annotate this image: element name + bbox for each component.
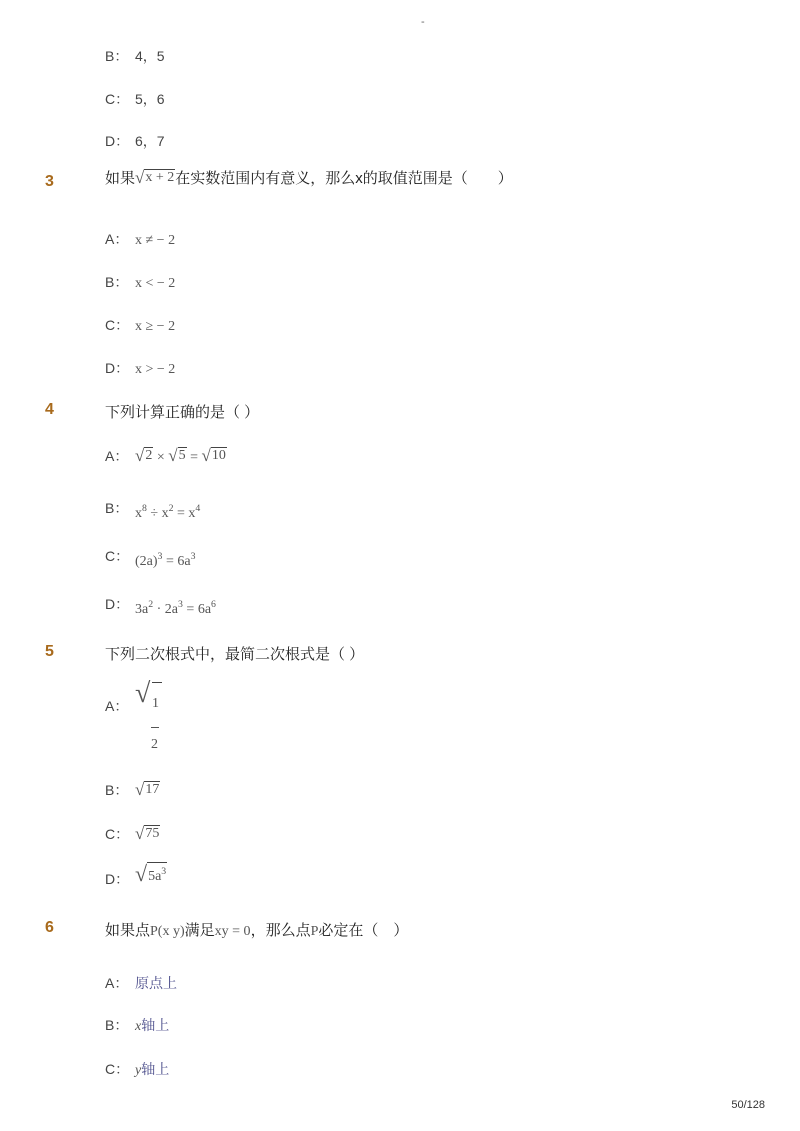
radicand: 2 [145, 447, 153, 463]
option-text: 5，6 [135, 91, 165, 107]
sqrt-fraction [135, 678, 159, 752]
fraction-denominator: 2 [151, 737, 158, 752]
exponent: 2 [168, 503, 174, 515]
radicand [147, 862, 167, 885]
condition-expression: xy = 0 [214, 924, 251, 939]
question-number: 5 [45, 643, 54, 660]
exponent: 4 [195, 503, 201, 515]
exponent: 3 [190, 551, 196, 563]
question-number: 6 [45, 919, 54, 936]
q5-option-d[interactable] [105, 862, 167, 885]
q2-option-c[interactable] [105, 89, 165, 109]
option-label: A： [105, 448, 129, 464]
q3-option-a[interactable] [105, 229, 175, 249]
term: = 6a [182, 602, 212, 617]
option-label: D： [105, 360, 130, 376]
radical-sign-icon: √ [135, 168, 145, 187]
option-math: x > − 2 [135, 362, 176, 377]
q6-mid2: ，那么点 [250, 922, 311, 939]
q4-option-d[interactable] [105, 594, 216, 617]
q6-suffix: 必定在（ ） [318, 922, 409, 939]
option-math [135, 551, 196, 569]
radicand: 5 [178, 447, 186, 463]
option-label: D： [105, 133, 130, 149]
q3-suffix: 在实数范围内有意义，那么x的取值范围是（ ） [175, 170, 513, 187]
option-label: D： [105, 871, 130, 887]
radical-bar [152, 682, 162, 683]
operator: ÷ [146, 506, 162, 521]
radicand: 10 [211, 447, 226, 463]
option-label: C： [105, 1061, 130, 1077]
base: x [135, 506, 142, 521]
radicand: x + 2 [145, 169, 175, 185]
question-3-text [105, 167, 513, 188]
q3-prefix: 如果 [105, 170, 136, 187]
axis-variable: y [135, 1063, 142, 1078]
q4-option-c[interactable] [105, 546, 196, 569]
axis-variable: x [135, 1019, 142, 1034]
exponent: 6 [211, 599, 216, 611]
option-label: B： [105, 782, 129, 798]
option-label: C： [105, 91, 130, 107]
page-number: 50/128 [731, 1099, 765, 1111]
option-math [135, 781, 160, 798]
radical-sign-icon: √ [135, 861, 148, 887]
question-number: 3 [45, 173, 54, 190]
option-math [135, 599, 216, 617]
question-5-text: 下列二次根式中，最简二次根式是（ ） [105, 646, 365, 663]
sqrt-expression [135, 169, 175, 186]
option-text: 轴上 [141, 1061, 170, 1077]
radicand-base: 5a [148, 869, 162, 884]
option-math [135, 825, 160, 842]
header-mark: - [421, 16, 425, 28]
radical-sign-icon: √ [135, 446, 145, 465]
point-name: P [310, 924, 319, 939]
option-label: D： [105, 596, 130, 612]
option-text: 原点上 [135, 975, 177, 991]
option-text: 4，5 [135, 48, 165, 64]
q2-option-b[interactable] [105, 46, 165, 66]
option-label: C： [105, 826, 130, 842]
option-math [135, 503, 201, 521]
option-label: B： [105, 1017, 129, 1033]
q6-option-a[interactable] [105, 973, 177, 993]
base: x [161, 506, 169, 521]
expression: = 6a [162, 554, 191, 569]
q2-option-d[interactable] [105, 131, 165, 151]
q5-option-c[interactable] [105, 824, 160, 844]
radical-sign-icon: √ [135, 678, 151, 709]
radicand: 75 [145, 825, 160, 841]
question-4-text: 下列计算正确的是（ ） [105, 404, 260, 421]
option-label: A： [105, 698, 129, 714]
q3-option-c[interactable] [105, 315, 175, 335]
fraction-numerator: 1 [152, 696, 159, 711]
exponent: 2 [148, 599, 154, 611]
option-math: x ≥ − 2 [135, 319, 176, 334]
times-sign: × [153, 450, 169, 465]
base: x [188, 506, 196, 521]
equals-sign: = [173, 506, 189, 521]
q6-option-b[interactable] [105, 1015, 169, 1035]
question-number: 4 [45, 401, 54, 418]
question-6-text [105, 919, 408, 940]
option-label: B： [105, 500, 129, 516]
option-math [135, 446, 227, 465]
option-math: x ≠ − 2 [135, 233, 176, 248]
q3-option-d[interactable] [105, 358, 175, 378]
option-math [135, 862, 167, 885]
option-math: x < − 2 [135, 276, 176, 291]
option-label: C： [105, 548, 130, 564]
option-label: A： [105, 231, 129, 247]
q6-prefix: 如果点 [105, 922, 151, 939]
equals-sign: = [186, 450, 202, 465]
exponent: 8 [142, 503, 147, 515]
term: 3a [135, 602, 149, 617]
q3-option-b[interactable] [105, 272, 175, 292]
option-label: B： [105, 48, 129, 64]
q5-option-a[interactable] [105, 696, 135, 716]
q5-option-b[interactable] [105, 780, 160, 800]
option-label: B： [105, 274, 129, 290]
option-text: 6，7 [135, 133, 165, 149]
radical-sign-icon: √ [168, 446, 178, 465]
exponent: 3 [178, 599, 183, 611]
radical-sign-icon: √ [201, 446, 211, 465]
option-label: A： [105, 975, 129, 991]
radical-sign-icon: √ [135, 780, 145, 799]
term: · 2a [153, 602, 179, 617]
exponent: 3 [157, 551, 163, 563]
radicand: 17 [145, 781, 160, 797]
option-text: 轴上 [141, 1017, 170, 1033]
option-label: C： [105, 317, 130, 333]
expression: (2a) [135, 554, 158, 569]
exponent: 3 [161, 866, 167, 878]
point-expression: P(x y) [150, 924, 185, 939]
radical-sign-icon: √ [135, 824, 145, 843]
q4-option-a[interactable] [105, 446, 227, 466]
q6-option-c[interactable] [105, 1059, 169, 1079]
fraction-bar [151, 727, 159, 728]
q6-mid: 满足 [184, 922, 215, 939]
q4-option-b[interactable] [105, 498, 201, 521]
